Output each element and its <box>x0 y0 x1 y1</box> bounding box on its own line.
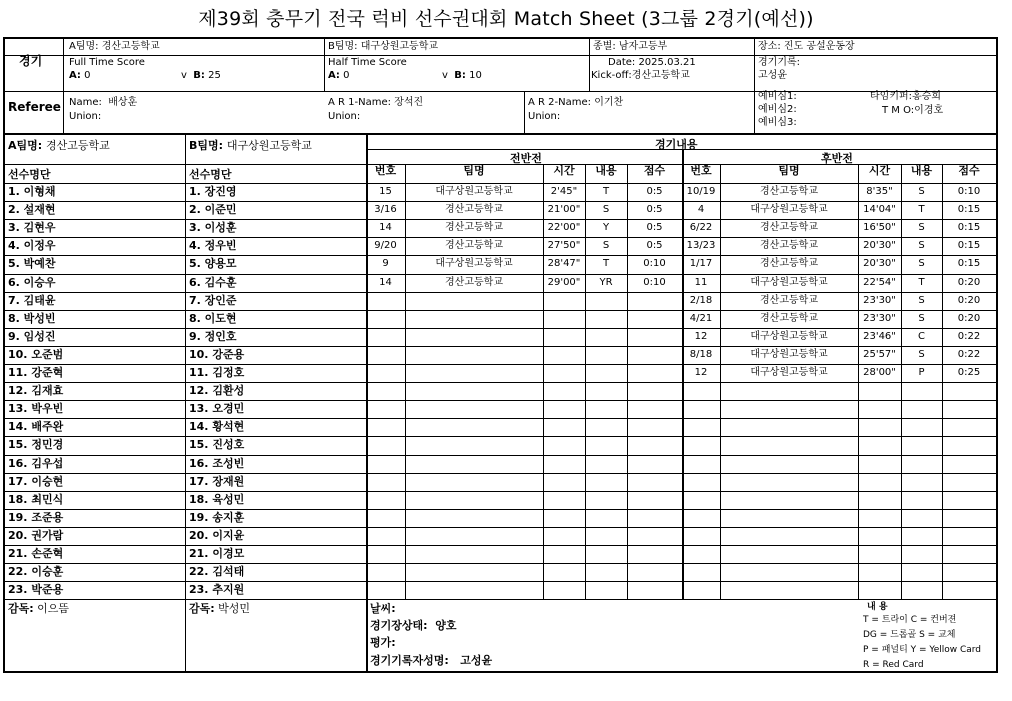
page-title: 제39회 충무기 전국 럭비 선수권대회 Match Sheet (3그룹 2경기(예선)) <box>198 8 814 30</box>
player-a: 23. 박준용 <box>8 583 64 597</box>
column-header: 팀명 <box>778 164 800 177</box>
second-half-event-cell: 25'57" <box>863 348 896 360</box>
first-half-event-cell: 14 <box>379 276 392 288</box>
player-b: 23. 추지원 <box>189 583 245 597</box>
second-half-event-cell: 6/22 <box>689 222 713 234</box>
legend-title: 내 용 <box>867 602 888 612</box>
first-half-event-cell: 29'00" <box>547 276 581 288</box>
first-half-event-cell: 경산고등학교 <box>445 204 503 216</box>
player-a: 14. 배주완 <box>8 420 64 434</box>
player-b: 14. 황석현 <box>189 420 245 434</box>
full-time-score-b: v B: 25 <box>181 70 221 81</box>
full-time-label: Full Time Score <box>69 57 145 68</box>
second-half-event-cell: T <box>918 204 925 216</box>
second-half-event-cell: S <box>918 186 925 197</box>
referee-name: Name: 배상훈 <box>69 97 138 108</box>
first-half-event-cell: 0:5 <box>646 204 663 216</box>
referee-label: Referee <box>8 100 61 114</box>
second-half-event-cell: C <box>918 330 925 342</box>
player-a: 18. 최민식 <box>8 492 64 506</box>
first-half-title: 전반전 <box>510 152 542 165</box>
second-half-event-cell: 경산고등학교 <box>760 294 818 306</box>
first-half-event-cell: 21'00" <box>547 204 581 216</box>
player-a: 5. 박예찬 <box>8 257 56 271</box>
second-half-event-cell: 23'30" <box>863 294 896 306</box>
player-a: 3. 김현우 <box>8 221 56 235</box>
first-half-event-cell: 0:10 <box>643 258 666 270</box>
legend-line: R = Red Card <box>863 660 924 670</box>
second-half-event-cell: P <box>918 367 925 378</box>
player-a: 10. 오준범 <box>8 347 64 361</box>
first-half-event-cell: 경산고등학교 <box>445 222 503 234</box>
record-label: 경기기록: <box>758 57 801 68</box>
first-half-event-cell: 0:5 <box>646 222 663 234</box>
first-half-event-cell: 0:10 <box>643 276 666 288</box>
second-half-event-cell: 대구상원고등학교 <box>750 367 828 378</box>
second-half-title: 후반전 <box>821 152 853 165</box>
team-a-header: A팀명: 경산고등학교 <box>69 41 160 52</box>
player-b: 3. 이성훈 <box>189 221 237 235</box>
player-b: 12. 김환성 <box>189 384 245 398</box>
division: 종별: 남자고등부 <box>593 41 668 52</box>
first-half-event-cell: 경산고등학교 <box>445 240 503 252</box>
referee-union: Union: <box>69 111 102 122</box>
second-half-event-cell: 4/21 <box>689 312 713 324</box>
legend-line: P = 패널티 Y = Yellow Card <box>863 645 982 655</box>
weather-label: 날씨: <box>370 602 396 615</box>
player-b: 13. 오경민 <box>189 402 245 416</box>
first-half-event-cell: T <box>602 186 610 197</box>
second-half-event-cell: T <box>918 276 925 288</box>
reserve-official-1: 예비심1: <box>758 91 797 102</box>
first-half-event-cell: 9 <box>382 258 389 270</box>
first-half-event-cell: S <box>602 204 610 216</box>
player-b: 4. 정우빈 <box>189 239 237 253</box>
second-half-event-cell: 경산고등학교 <box>760 186 818 197</box>
coach-a: 감독: 이으뜸 <box>8 602 70 615</box>
player-b: 10. 강준용 <box>189 347 245 361</box>
second-half-event-cell: S <box>918 222 925 234</box>
first-half-event-cell: 15 <box>379 186 392 197</box>
second-half-event-cell: 0:15 <box>957 222 981 234</box>
ar1-union: Union: <box>328 111 361 122</box>
player-a: 20. 권가람 <box>8 528 64 542</box>
second-half-event-cell: 11 <box>694 276 708 288</box>
half-time-score-a: A: 0 <box>328 70 350 81</box>
lineup-b-header: 선수명단 <box>189 168 232 181</box>
second-half-event-cell: S <box>918 258 925 270</box>
player-b: 19. 송지훈 <box>189 510 245 524</box>
player-b: 20. 이지윤 <box>189 528 245 542</box>
player-a: 11. 강준혁 <box>8 366 64 379</box>
first-half-event-cell: 9/20 <box>374 240 397 252</box>
player-b: 17. 장재원 <box>189 474 245 488</box>
first-half-event-cell: 14 <box>379 222 392 234</box>
second-half-event-cell: 23'30" <box>863 312 896 324</box>
first-half-event-cell: 3/16 <box>374 204 397 216</box>
player-b: 22. 김석태 <box>189 565 245 579</box>
player-a: 22. 이승훈 <box>8 565 64 579</box>
player-b: 11. 김정호 <box>189 366 245 379</box>
player-a: 21. 손준혁 <box>8 547 64 560</box>
first-half-event-cell: T <box>602 258 610 270</box>
column-header: 팀명 <box>463 164 485 177</box>
second-half-event-cell: 0:22 <box>957 348 981 360</box>
player-b: 9. 정인호 <box>189 329 237 343</box>
second-half-event-cell: 0:10 <box>957 186 981 197</box>
second-half-event-cell: S <box>918 312 925 324</box>
second-half-event-cell: 8/18 <box>689 348 713 360</box>
first-half-event-cell: YR <box>599 276 613 288</box>
second-half-event-cell: 대구상원고등학교 <box>750 330 828 342</box>
first-half-event-cell: 28'47" <box>547 258 581 270</box>
match-sheet <box>3 37 998 673</box>
tmo: T M O:이경호 <box>882 105 944 116</box>
column-header: 시간 <box>868 164 891 177</box>
second-half-event-cell: 10/19 <box>686 186 716 197</box>
events-section-title: 경기내용 <box>655 138 698 151</box>
column-header: 시간 <box>553 164 575 177</box>
column-header: 내용 <box>910 164 933 177</box>
first-half-event-cell: S <box>602 240 610 252</box>
first-half-event-cell: 대구상원고등학교 <box>435 258 513 270</box>
player-a: 6. 이승우 <box>8 275 56 289</box>
evaluation-label: 평가: <box>370 636 396 649</box>
player-a: 12. 김재효 <box>8 384 64 398</box>
ar2-union: Union: <box>528 111 561 122</box>
lineup-a-header: 선수명단 <box>8 168 51 181</box>
kickoff: Kick-off:경산고등학교 <box>591 70 690 81</box>
coach-b: 감독: 박성민 <box>189 602 251 615</box>
second-half-event-cell: 경산고등학교 <box>760 258 818 270</box>
second-half-event-cell: 28'00" <box>863 367 896 378</box>
match-label: 경기 <box>19 54 43 68</box>
column-header: 점수 <box>958 164 980 177</box>
player-b: 2. 이준민 <box>189 203 237 217</box>
recorder-signature: 경기기록자성명: 고성윤 <box>370 654 493 667</box>
first-half-event-cell: 0:5 <box>646 186 663 197</box>
timekeeper: 타임키퍼:홍승희 <box>870 91 941 102</box>
second-half-event-cell: 12 <box>694 330 708 342</box>
second-half-event-cell: 0:15 <box>957 240 981 252</box>
player-b: 6. 김수훈 <box>189 275 237 289</box>
second-half-event-cell: 13/23 <box>686 240 716 252</box>
player-a: 7. 김태윤 <box>8 293 56 307</box>
full-time-score-a: A: 0 <box>69 70 91 81</box>
team-b-header: B팀명: 대구상원고등학교 <box>328 41 439 52</box>
match-date: Date: 2025.03.21 <box>608 57 696 68</box>
second-half-event-cell: 대구상원고등학교 <box>750 204 828 216</box>
second-half-event-cell: 0:15 <box>957 204 981 216</box>
player-b: 16. 조성빈 <box>189 456 245 470</box>
second-half-event-cell: 0:20 <box>957 294 981 306</box>
player-a: 17. 이승현 <box>8 474 64 488</box>
second-half-event-cell: 22'54" <box>863 276 896 288</box>
player-a: 19. 조준용 <box>8 510 64 524</box>
second-half-event-cell: 경산고등학교 <box>760 312 818 324</box>
player-a: 4. 이정우 <box>8 239 56 253</box>
column-header: 내용 <box>595 164 617 177</box>
player-a: 9. 임성진 <box>8 329 56 343</box>
half-time-label: Half Time Score <box>328 57 407 68</box>
reserve-official-2: 예비심2: <box>758 104 797 115</box>
second-half-event-cell: S <box>918 294 925 306</box>
first-half-event-cell: 27'50" <box>547 240 581 252</box>
column-header: 번호 <box>690 164 712 177</box>
legend-line: T = 트라이 C = 컨버젼 <box>863 615 957 625</box>
column-header: 번호 <box>374 164 397 177</box>
player-a: 15. 정민경 <box>8 438 64 452</box>
second-half-event-cell: S <box>918 348 925 360</box>
player-b: 7. 장인준 <box>189 293 237 307</box>
half-time-score-b: v B: 10 <box>442 70 482 81</box>
player-a: 8. 박성빈 <box>8 311 56 325</box>
ar1-name: A R 1-Name: 장석진 <box>328 97 424 108</box>
second-half-event-cell: 0:25 <box>957 367 981 378</box>
second-half-event-cell: 1/17 <box>689 258 713 270</box>
second-half-event-cell: 20'30" <box>863 258 896 270</box>
first-half-event-cell: 대구상원고등학교 <box>435 186 513 197</box>
recorder-name: 고성윤 <box>758 70 787 81</box>
second-half-event-cell: 경산고등학교 <box>760 240 818 252</box>
second-half-event-cell: 20'30" <box>863 240 896 252</box>
first-half-event-cell: 경산고등학교 <box>445 276 503 288</box>
reserve-official-3: 예비심3: <box>758 117 797 128</box>
legend-line: DG = 드롭골 S = 교체 <box>863 630 956 640</box>
second-half-event-cell: 14'04" <box>863 204 896 216</box>
first-half-event-cell: Y <box>602 222 610 234</box>
player-a: 13. 박우빈 <box>8 402 64 416</box>
second-half-event-cell: 4 <box>697 204 705 216</box>
second-half-event-cell: 0:15 <box>957 258 981 270</box>
second-half-event-cell: S <box>918 240 925 252</box>
second-half-event-cell: 16'50" <box>863 222 896 234</box>
player-a: 2. 설재현 <box>8 203 56 217</box>
player-b: 21. 이경모 <box>189 547 245 560</box>
player-a: 1. 이형채 <box>8 185 56 198</box>
second-half-event-cell: 23'46" <box>863 330 896 342</box>
player-b: 8. 이도현 <box>189 311 237 325</box>
first-half-event-cell: 0:5 <box>646 240 663 252</box>
second-half-event-cell: 8'35" <box>866 186 893 197</box>
second-half-event-cell: 0:20 <box>957 276 981 288</box>
second-half-event-cell: 대구상원고등학교 <box>750 348 828 360</box>
second-half-event-cell: 2/18 <box>689 294 713 306</box>
venue: 장소: 진도 공설운동장 <box>758 41 855 52</box>
second-half-event-cell: 0:22 <box>957 330 981 342</box>
column-header: 점수 <box>643 164 666 177</box>
second-half-event-cell: 0:20 <box>957 312 981 324</box>
second-half-event-cell: 대구상원고등학교 <box>750 276 828 288</box>
second-half-event-cell: 12 <box>694 367 708 378</box>
first-half-event-cell: 22'00" <box>547 222 581 234</box>
ar2-name: A R 2-Name: 이기찬 <box>528 97 624 108</box>
player-b: 15. 진성호 <box>189 438 245 452</box>
second-half-event-cell: 경산고등학교 <box>760 222 818 234</box>
field-condition: 경기장상태: 양호 <box>370 619 457 632</box>
player-b: 1. 장진영 <box>189 185 237 198</box>
lineup-team-b: B팀명: 대구상원고등학교 <box>189 139 312 152</box>
player-b: 5. 양용모 <box>189 257 237 271</box>
first-half-event-cell: 2'45" <box>550 186 578 197</box>
lineup-team-a: A팀명: 경산고등학교 <box>8 139 110 152</box>
player-a: 16. 김우섭 <box>8 456 64 470</box>
player-b: 18. 육성민 <box>189 492 245 506</box>
